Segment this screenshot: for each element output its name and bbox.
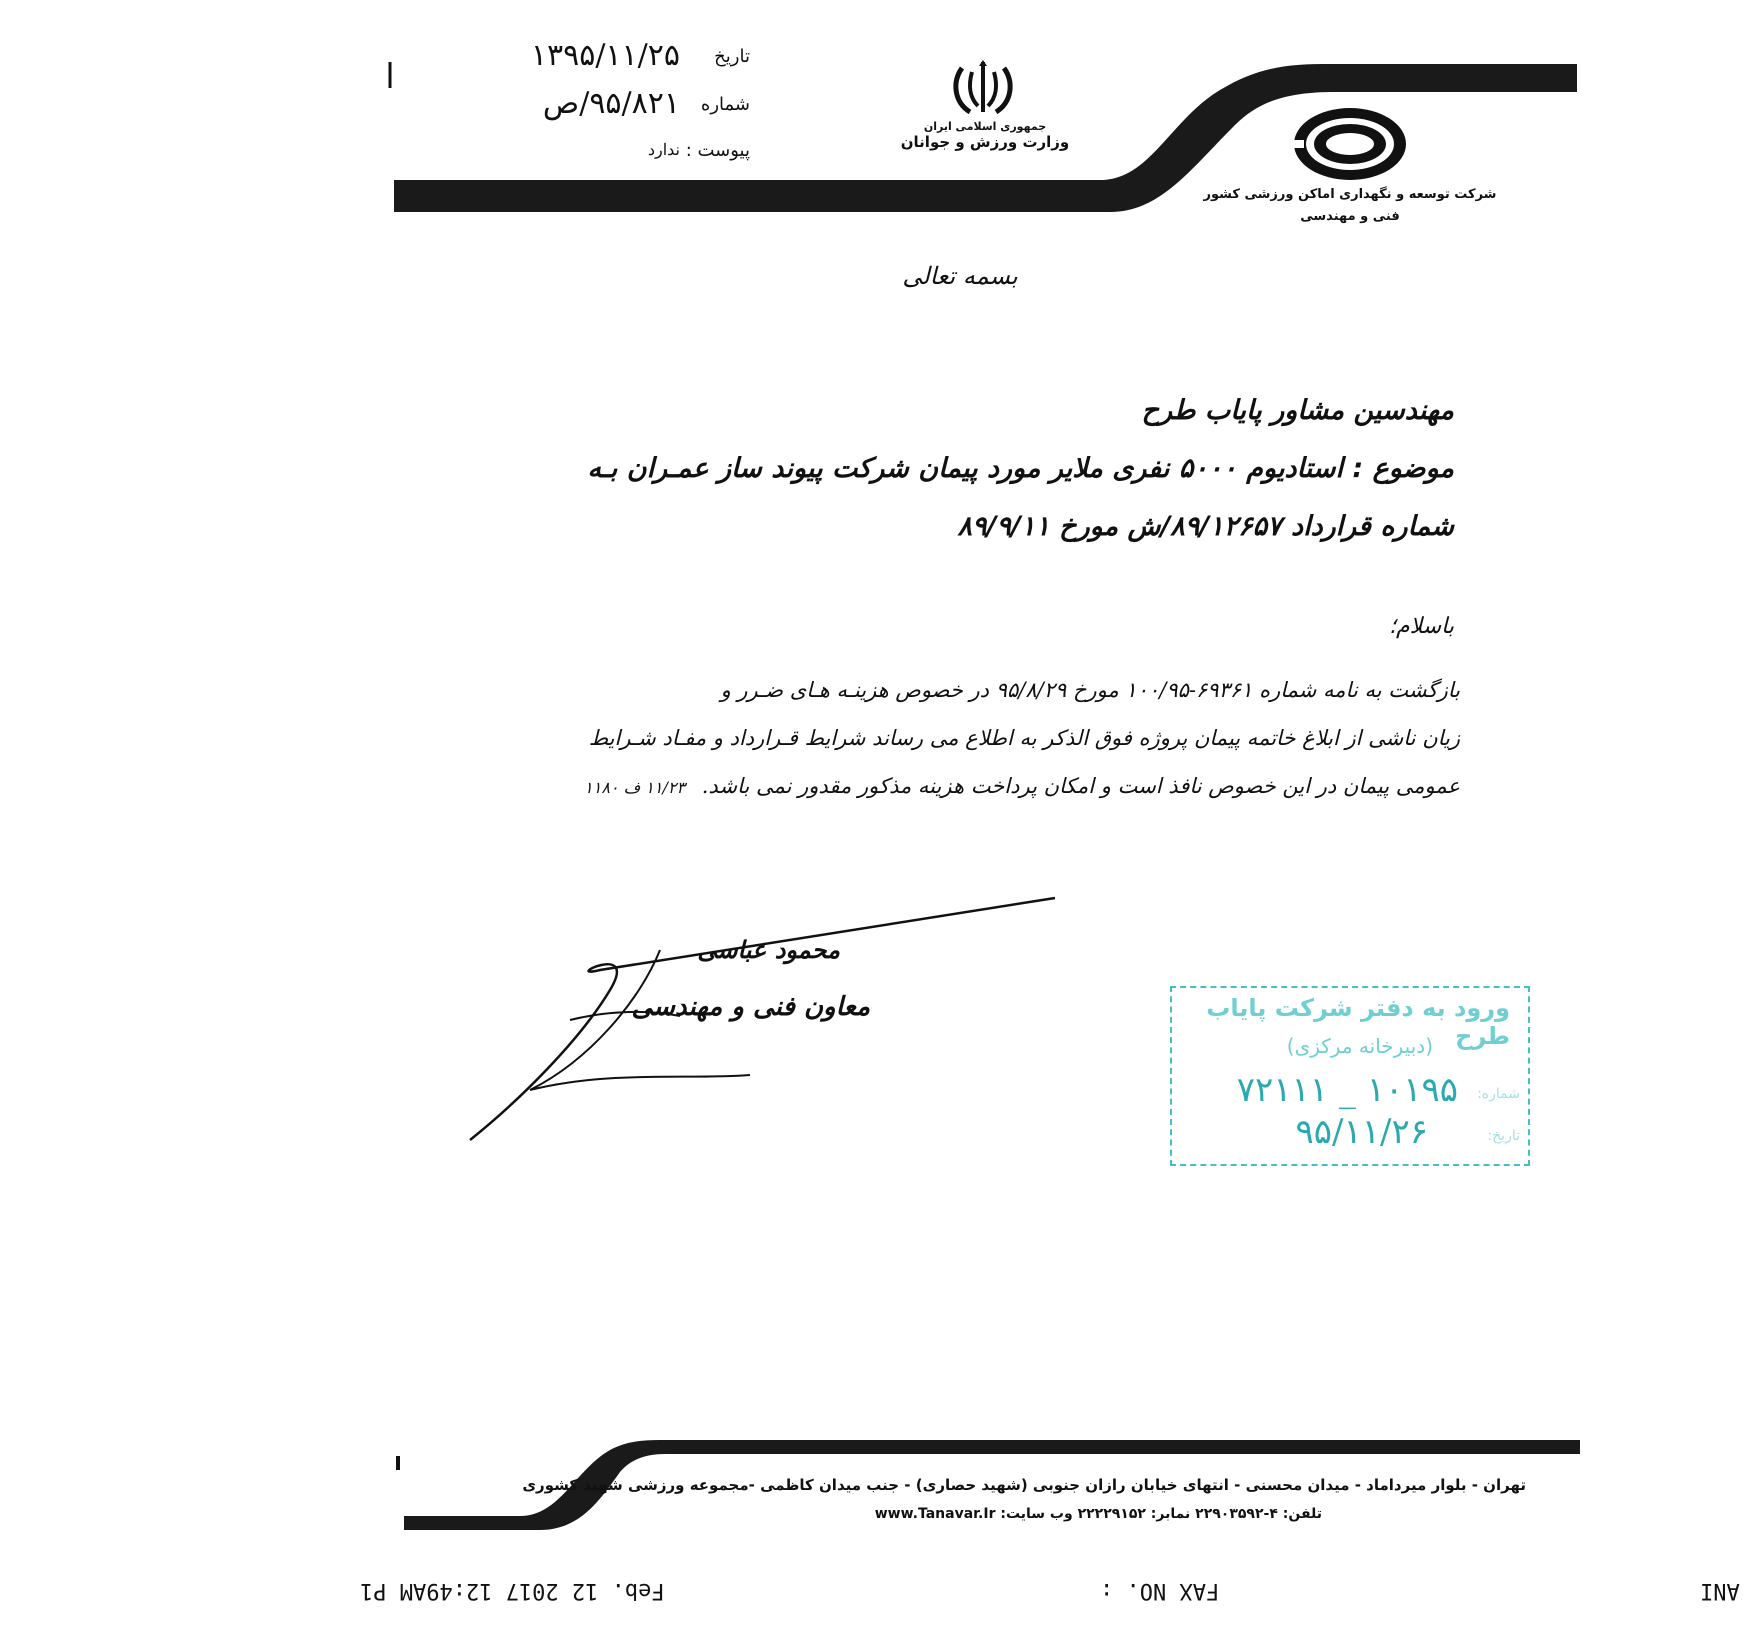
stamp-date-value: ۹۵/۱۱/۲۶	[1295, 1112, 1428, 1152]
attachment-row	[460, 132, 750, 168]
number-value: ۹۵/۸۲۱/ص	[542, 86, 680, 121]
stamp-title: ورود به دفتر شرکت پایاب طرح	[1206, 994, 1510, 1050]
body-line-3	[520, 762, 1460, 812]
stamp-number-label: شماره:	[1477, 1086, 1520, 1102]
attachment-label: پیوست :	[685, 140, 750, 161]
stamp-date-label: تاریخ:	[1487, 1128, 1520, 1144]
invocation: بسمه تعالی	[902, 262, 1018, 290]
handwritten-note: ۱۱/۲۳ ف ۱۱۸۰	[584, 778, 686, 797]
company-logo-icon	[1290, 104, 1410, 184]
stamp-subtitle: (دبیرخانه مرکزی)	[1286, 1034, 1433, 1058]
number-label: شماره	[700, 94, 750, 115]
date-label: تاریخ	[714, 46, 750, 67]
signer-title: معاون فنی و مهندسی	[631, 992, 870, 1022]
date-value: ۱۳۹۵/۱۱/۲۵	[530, 38, 680, 73]
footer-contact: تلفن: ۴-۲۲۹۰۳۵۹۲ نمابر: ۲۲۲۲۹۱۵۲ وب سایت: www.Tanavar.Ir	[874, 1506, 1322, 1522]
stamp-number-value: ۱۰۱۹۵ _ ۷۲۱۱۱	[1236, 1070, 1458, 1110]
body-line-2: زیان ناشی از ابلاغ خاتمه پیمان پروژه فوق الذکر به اطلاع می رساند شرایط قـرارداد و مفـاد شـرایط	[588, 726, 1460, 750]
subject-line-1: موضوع : استادیوم ۵۰۰۰ نفری ملایر مورد پیمان شرکت پیوند ساز عمـران بـه	[587, 453, 1454, 484]
recipient: مهندسین مشاور پایاب طرح	[1141, 395, 1454, 426]
company-department: فنی و مهندسی	[1300, 209, 1400, 224]
body-line-1: بازگشت به نامه شماره ۶۹۳۶۱-۱۰۰/۹۵ مورخ ۹۵/۸/۲۹ در خصوص هزینـه هـای ضـرر و	[720, 678, 1460, 702]
greeting: باسلام؛	[1388, 614, 1454, 639]
footer-address: تهران - بلوار میرداماد - میدان محسنی - انتهای خیابان رازان جنوبی (شهید حصاری) - جنب میدان کاظمی -مجموعه ورزشی شهید کشوری	[522, 1476, 1526, 1494]
received-stamp	[1170, 986, 1530, 1166]
company-name: شرکت توسعه و نگهداری اماکن ورزشی کشور	[1203, 187, 1497, 202]
company-block	[1200, 184, 1500, 228]
ministry-name: وزارت ورزش و جوانان	[900, 133, 1070, 151]
date-row	[460, 38, 750, 74]
ministry-block	[890, 120, 1080, 151]
iran-emblem-icon	[950, 58, 1016, 118]
fax-number: FAX NO. :	[1100, 1578, 1220, 1603]
subject-line-2: شماره قرارداد ۸۹/۱۲۶۵۷/ش مورخ ۸۹/۹/۱۱	[957, 511, 1454, 542]
number-row	[460, 86, 750, 122]
fax-edge-text: ANI	[1700, 1578, 1740, 1603]
ministry-top: جمهوری اسلامی ایران	[923, 120, 1047, 133]
body-line-3-text: عمومی پیمان در این خصوص نافذ است و امکان پرداخت هزینه مذکور مقدور نمی باشد.	[701, 774, 1460, 798]
attachment-value: ندارد	[647, 140, 680, 159]
fax-timestamp: Feb. 12 2017 12:49AM P1	[360, 1578, 665, 1603]
signer-name: محمود عباسی	[697, 936, 840, 964]
